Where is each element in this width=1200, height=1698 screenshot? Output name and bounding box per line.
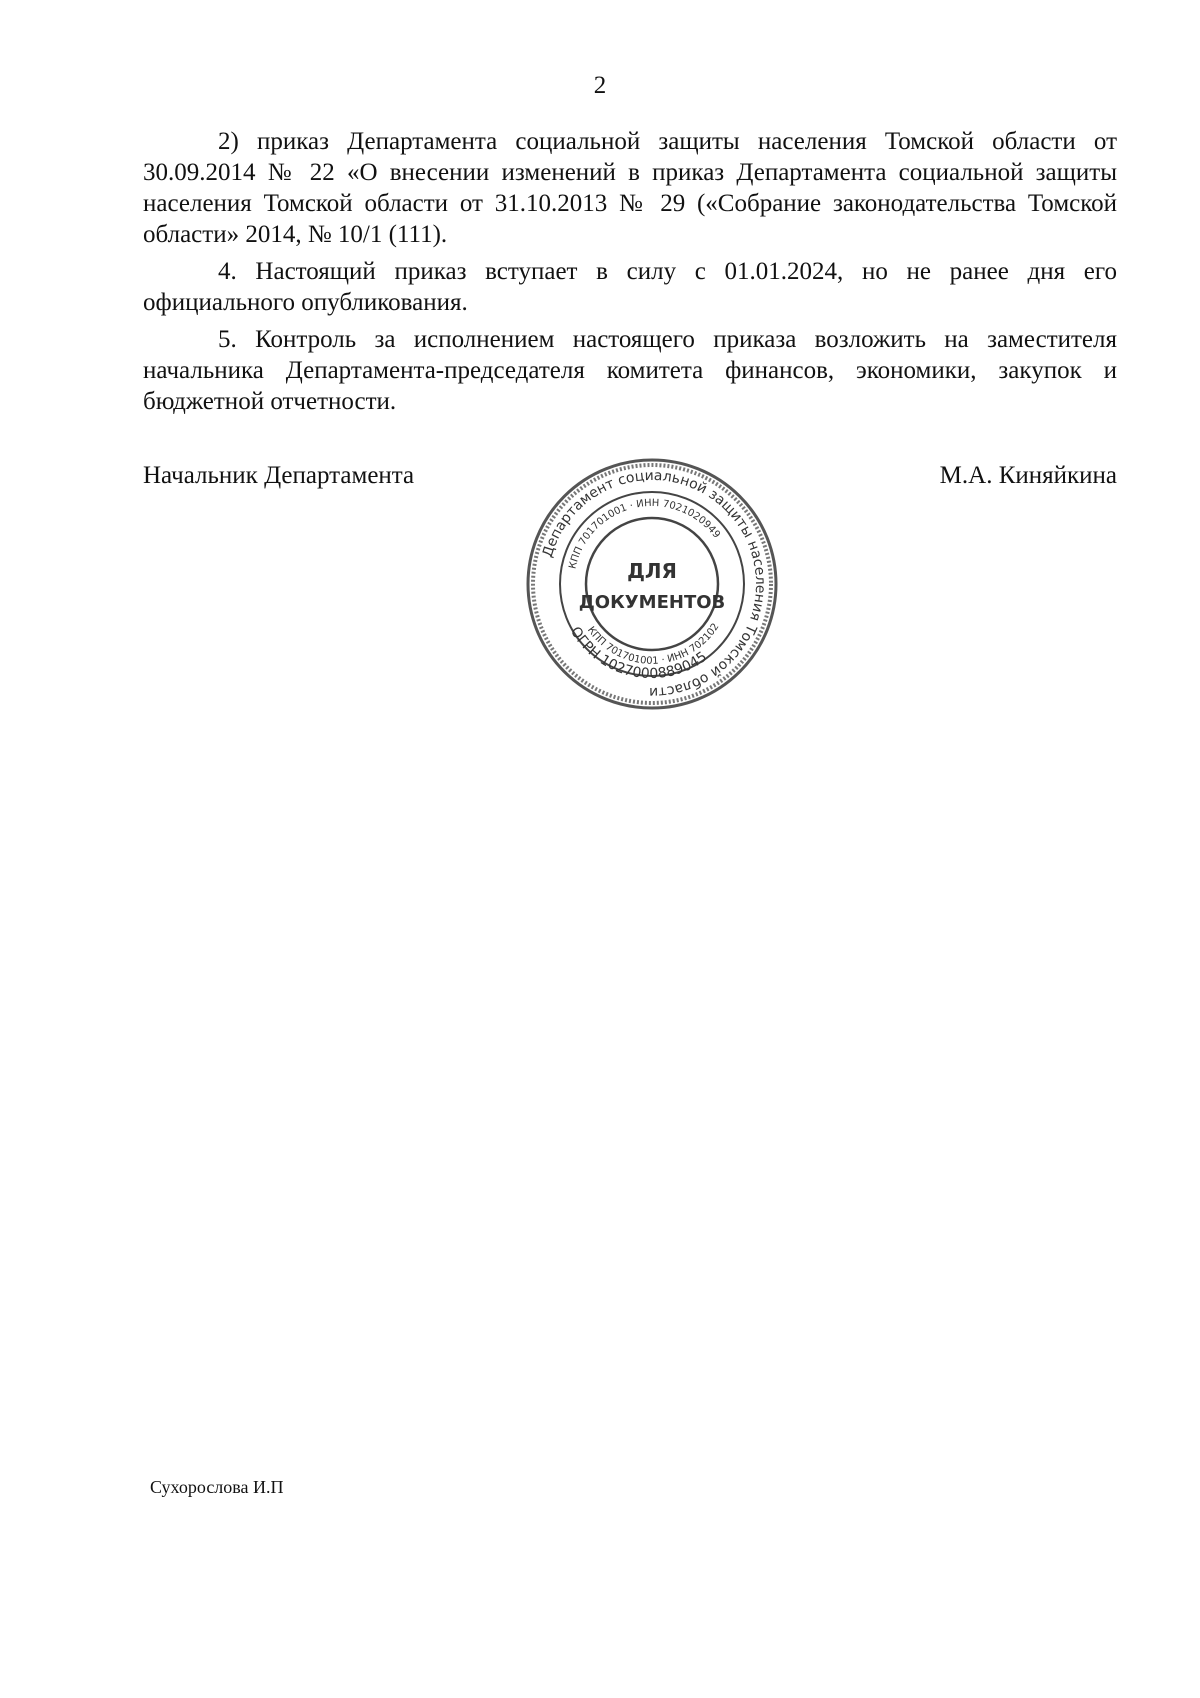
- executor-name: Сухорослова И.П: [150, 1477, 284, 1497]
- paragraph-item-2: 2) приказ Департамента социальной защиты населения Томской области от 30.09.2014 № 22 «О внесении изменений в приказ Департамента социальной защиты населения Томской области от 31.10.2013 № 29 («Собрание законодательства Томской области» 2014, № 10/1 (111).: [143, 128, 1117, 248]
- paragraph-item-4: 4. Настоящий приказ вступает в силу с 01.01.2024, но не ранее дня его официального опубликования.: [143, 258, 1117, 316]
- page-number: 2: [593, 72, 607, 99]
- seal-outer-text: Департамент социальной защиты населения Томской области: [539, 467, 769, 701]
- seal-center-line1: ДЛЯ: [627, 559, 677, 583]
- signatory-name: М.А. Киняйкина: [939, 462, 1117, 489]
- seal-graphic: [524, 456, 780, 712]
- seal-ogrn-text: ОГРН 1027000889045: [566, 624, 710, 683]
- seal-center-line2: ДОКУМЕНТОВ: [578, 592, 726, 613]
- seal-inner-bottom-text: КПП 701701001 · ИНН 702102: [585, 621, 722, 667]
- official-seal: [524, 456, 780, 712]
- document-body: [143, 126, 1117, 423]
- seal-inner-top-text: КПП 701701001 · ИНН 7021020949: [567, 497, 722, 571]
- paragraph-item-5: 5. Контроль за исполнением настоящего приказа возложить на заместителя начальника Департамента-председателя комитета финансов, экономики, закупок и бюджетной отчетности.: [143, 326, 1117, 415]
- signatory-title: Начальник Департамента: [143, 462, 415, 489]
